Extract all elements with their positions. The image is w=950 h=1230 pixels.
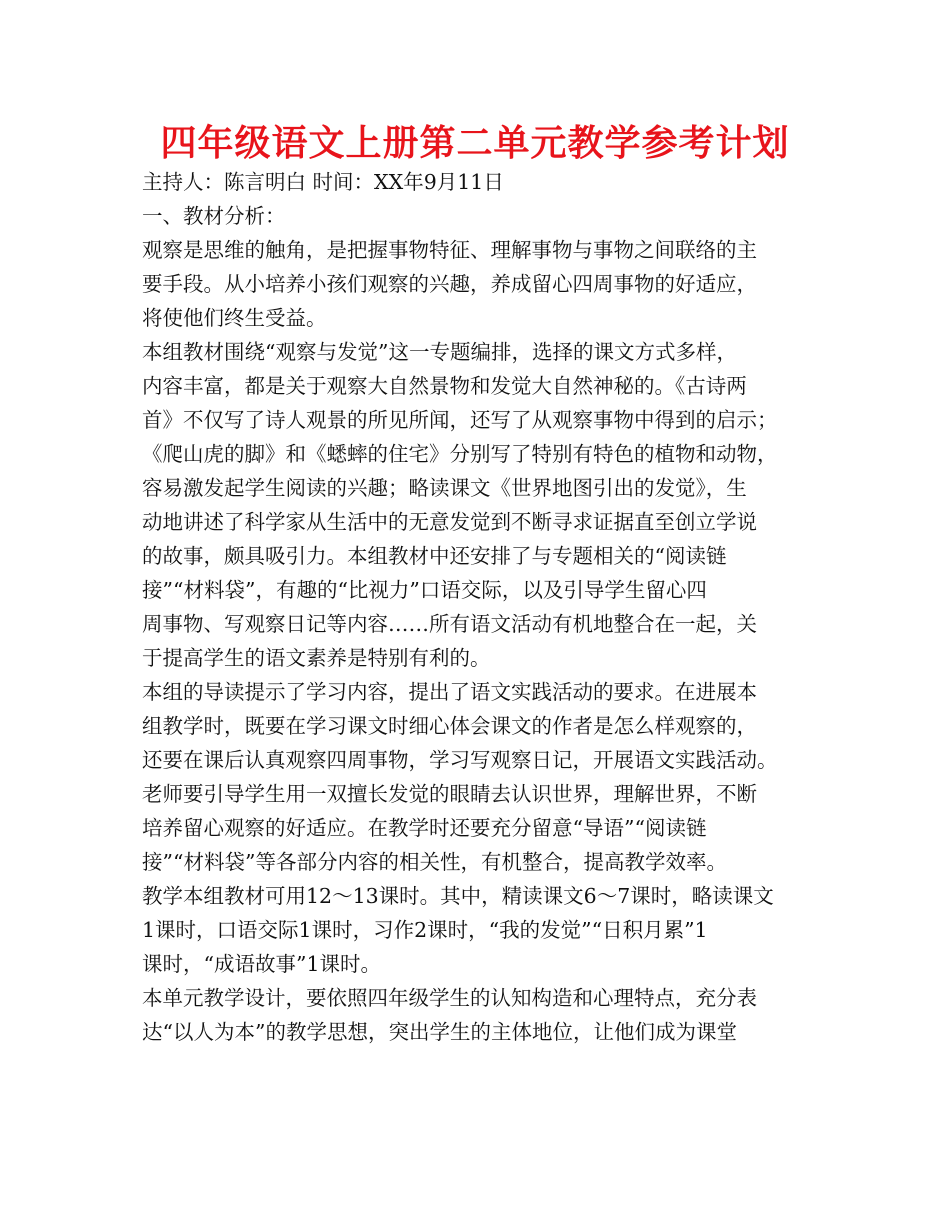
body-line: 将使他们终生受益。 xyxy=(142,306,327,330)
body-line: 本单元教学设计，要依照四年级学生的认知构造和心理特点，充分表 xyxy=(142,986,757,1010)
body-line: 教学本组教材可用12～13课时。其中，精读课文6～7课时，略读课文 xyxy=(142,884,774,908)
body-line: 组教学时，既要在学习课文时细心体会课文的作者是怎么样观察的， xyxy=(142,714,757,738)
body-line: 《爬山虎的脚》和《蟋蟀的住宅》分别写了特别有特色的植物和动物， xyxy=(142,442,778,466)
body-line: 要手段。从小培养小孩们观察的兴趣，养成留心四周事物的好适应， xyxy=(142,272,757,296)
body-line: 培养留心观察的好适应。在教学时还要充分留意“导语”“阅读链 xyxy=(142,816,707,840)
body-line: 周事物、写观察日记等内容……所有语文活动有机地整合在一起，关 xyxy=(142,612,757,636)
body-line: 动地讲述了科学家从生活中的无意发觉到不断寻求证据直至创立学说 xyxy=(142,510,757,534)
body-line: 首》不仅写了诗人观景的所见所闻，还写了从观察事物中得到的启示； xyxy=(142,408,778,432)
body-line: 接”“材料袋”等各部分内容的相关性，有机整合，提高教学效率。 xyxy=(142,850,727,874)
body-line: 课时，“成语故事”1课时。 xyxy=(142,952,382,976)
body-line: 一、教材分析： xyxy=(142,204,286,228)
body-line: 内容丰富，都是关于观察大自然景物和发觉大自然神秘的。《古诗两 xyxy=(142,374,747,398)
body-line: 接”“材料袋”，有趣的“比视力”口语交际，以及引导学生留心四 xyxy=(142,578,707,602)
body-line: 容易激发起学生阅读的兴趣；略读课文《世界地图引出的发觉》，生 xyxy=(142,476,747,500)
body-line: 主持人：陈言明白 时间：XX年9月11日 xyxy=(142,170,504,194)
document-body xyxy=(142,165,822,1049)
body-line: 本组教材围绕“观察与发觉”这一专题编排，选择的课文方式多样， xyxy=(142,340,737,364)
body-line: 本组的导读提示了学习内容，提出了语文实践活动的要求。在进展本 xyxy=(142,680,757,704)
document-title: 四年级语文上册第二单元教学参考计划 xyxy=(160,123,790,164)
body-line: 的故事，颇具吸引力。本组教材中还安排了与专题相关的“阅读链 xyxy=(142,544,727,568)
body-line: 观察是思维的触角，是把握事物特征、理解事物与事物之间联络的主 xyxy=(142,238,757,262)
body-line: 达“以人为本”的教学思想，突出学生的主体地位，让他们成为课堂 xyxy=(142,1020,737,1044)
body-line: 还要在课后认真观察四周事物，学习写观察日记，开展语文实践活动。 xyxy=(142,748,778,772)
body-line: 1课时，口语交际1课时，习作2课时，“我的发觉”“日积月累”1 xyxy=(142,918,708,942)
body-line: 于提高学生的语文素养是特别有利的。 xyxy=(142,646,491,670)
body-line: 老师要引导学生用一双擅长发觉的眼睛去认识世界，理解世界，不断 xyxy=(142,782,757,806)
